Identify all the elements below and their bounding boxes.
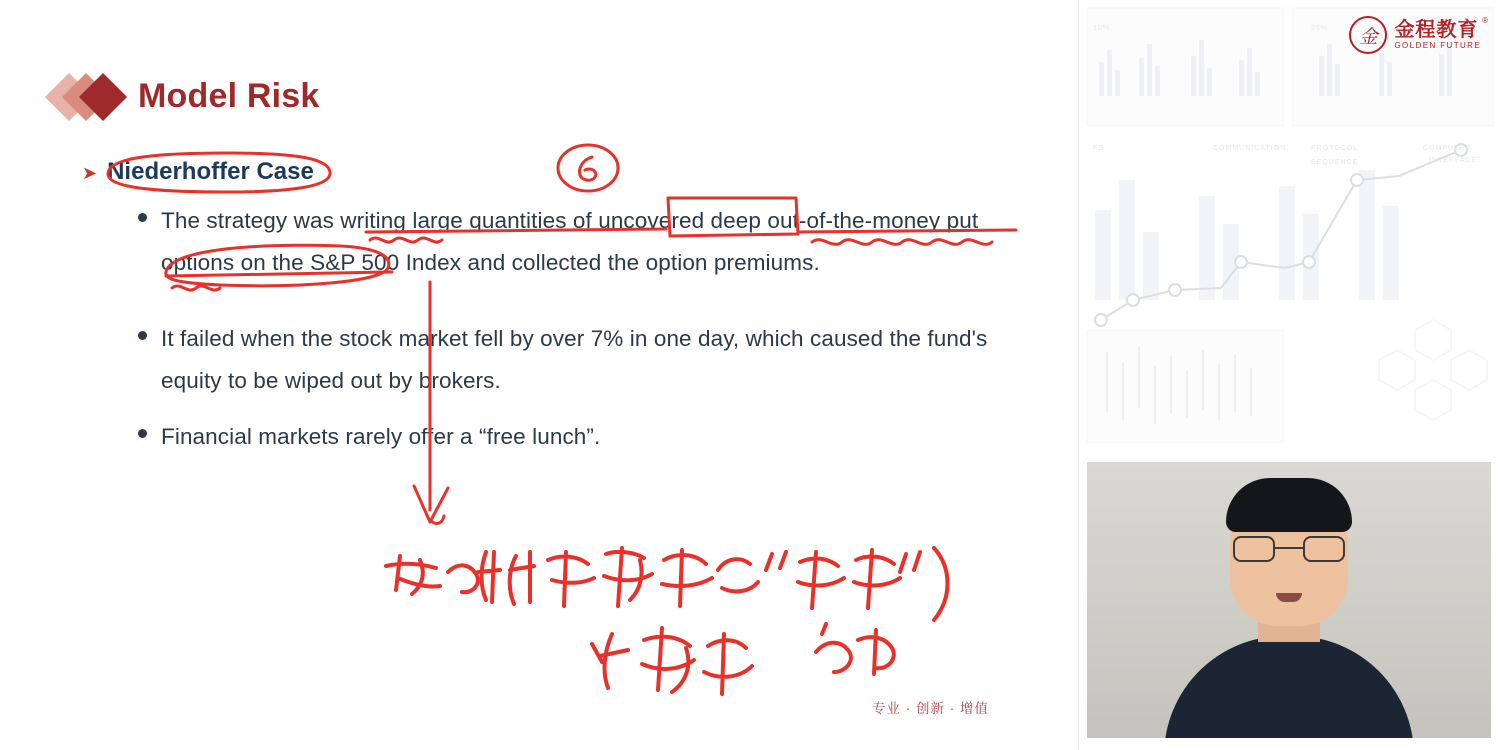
- bullet-text: Financial markets rarely offer a “free lunch”.: [161, 424, 601, 449]
- bullet-text: The strategy was writing large quantities of uncovered deep out-of-the-money put options on the S&P 500 Index and collected the option premiums.: [161, 208, 979, 275]
- page-title: Model Risk: [138, 76, 320, 115]
- instructor-webcam[interactable]: [1087, 462, 1491, 738]
- brand-seal-icon: 金: [1349, 16, 1387, 54]
- arrow-bullet-icon: ➤: [82, 163, 98, 183]
- bullet-list: [138, 200, 1018, 472]
- person-hair: [1226, 478, 1352, 532]
- list-item: [138, 318, 1018, 402]
- bullet-dot-icon: [138, 331, 147, 340]
- bullet-dot-icon: [138, 429, 147, 438]
- svg-text:FS: FS: [1093, 145, 1104, 152]
- svg-text:PROTOCOL: PROTOCOL: [1311, 145, 1359, 152]
- glasses-icon: [1233, 536, 1345, 562]
- list-item: [138, 200, 1018, 284]
- bullet-text: It failed when the stock market fell by over 7% in one day, which caused the fund's equity to be wiped out by brokers.: [161, 326, 988, 393]
- level1-bullet: [82, 158, 314, 186]
- bullet-dot-icon: [138, 213, 147, 222]
- right-panel: [1078, 0, 1500, 750]
- brand-name-en: GOLDEN FUTURE: [1394, 41, 1482, 50]
- decorative-background-graphics: [1079, 0, 1500, 455]
- svg-text:SEQUENCE: SEQUENCE: [1311, 159, 1359, 166]
- brand-logo: [1349, 16, 1488, 54]
- svg-text:COMPUTER: COMPUTER: [1423, 145, 1472, 152]
- brand-name-cn: 金程教育: [1394, 19, 1479, 41]
- list-item: [138, 416, 1018, 458]
- svg-text:COMMUNICATION: COMMUNICATION: [1213, 145, 1287, 152]
- registered-mark: ®: [1482, 16, 1488, 25]
- slide-title-block: [52, 72, 319, 120]
- svg-text:INTERFACE: INTERFACE: [1429, 157, 1478, 164]
- svg-text:26%: 26%: [1311, 25, 1329, 32]
- level1-heading: Niederhoffer Case: [107, 158, 314, 185]
- svg-text:10%: 10%: [1093, 25, 1111, 32]
- footer-slogan: 专业 · 创新 · 增值: [872, 701, 989, 716]
- diamond-decoration-icon: [52, 72, 130, 120]
